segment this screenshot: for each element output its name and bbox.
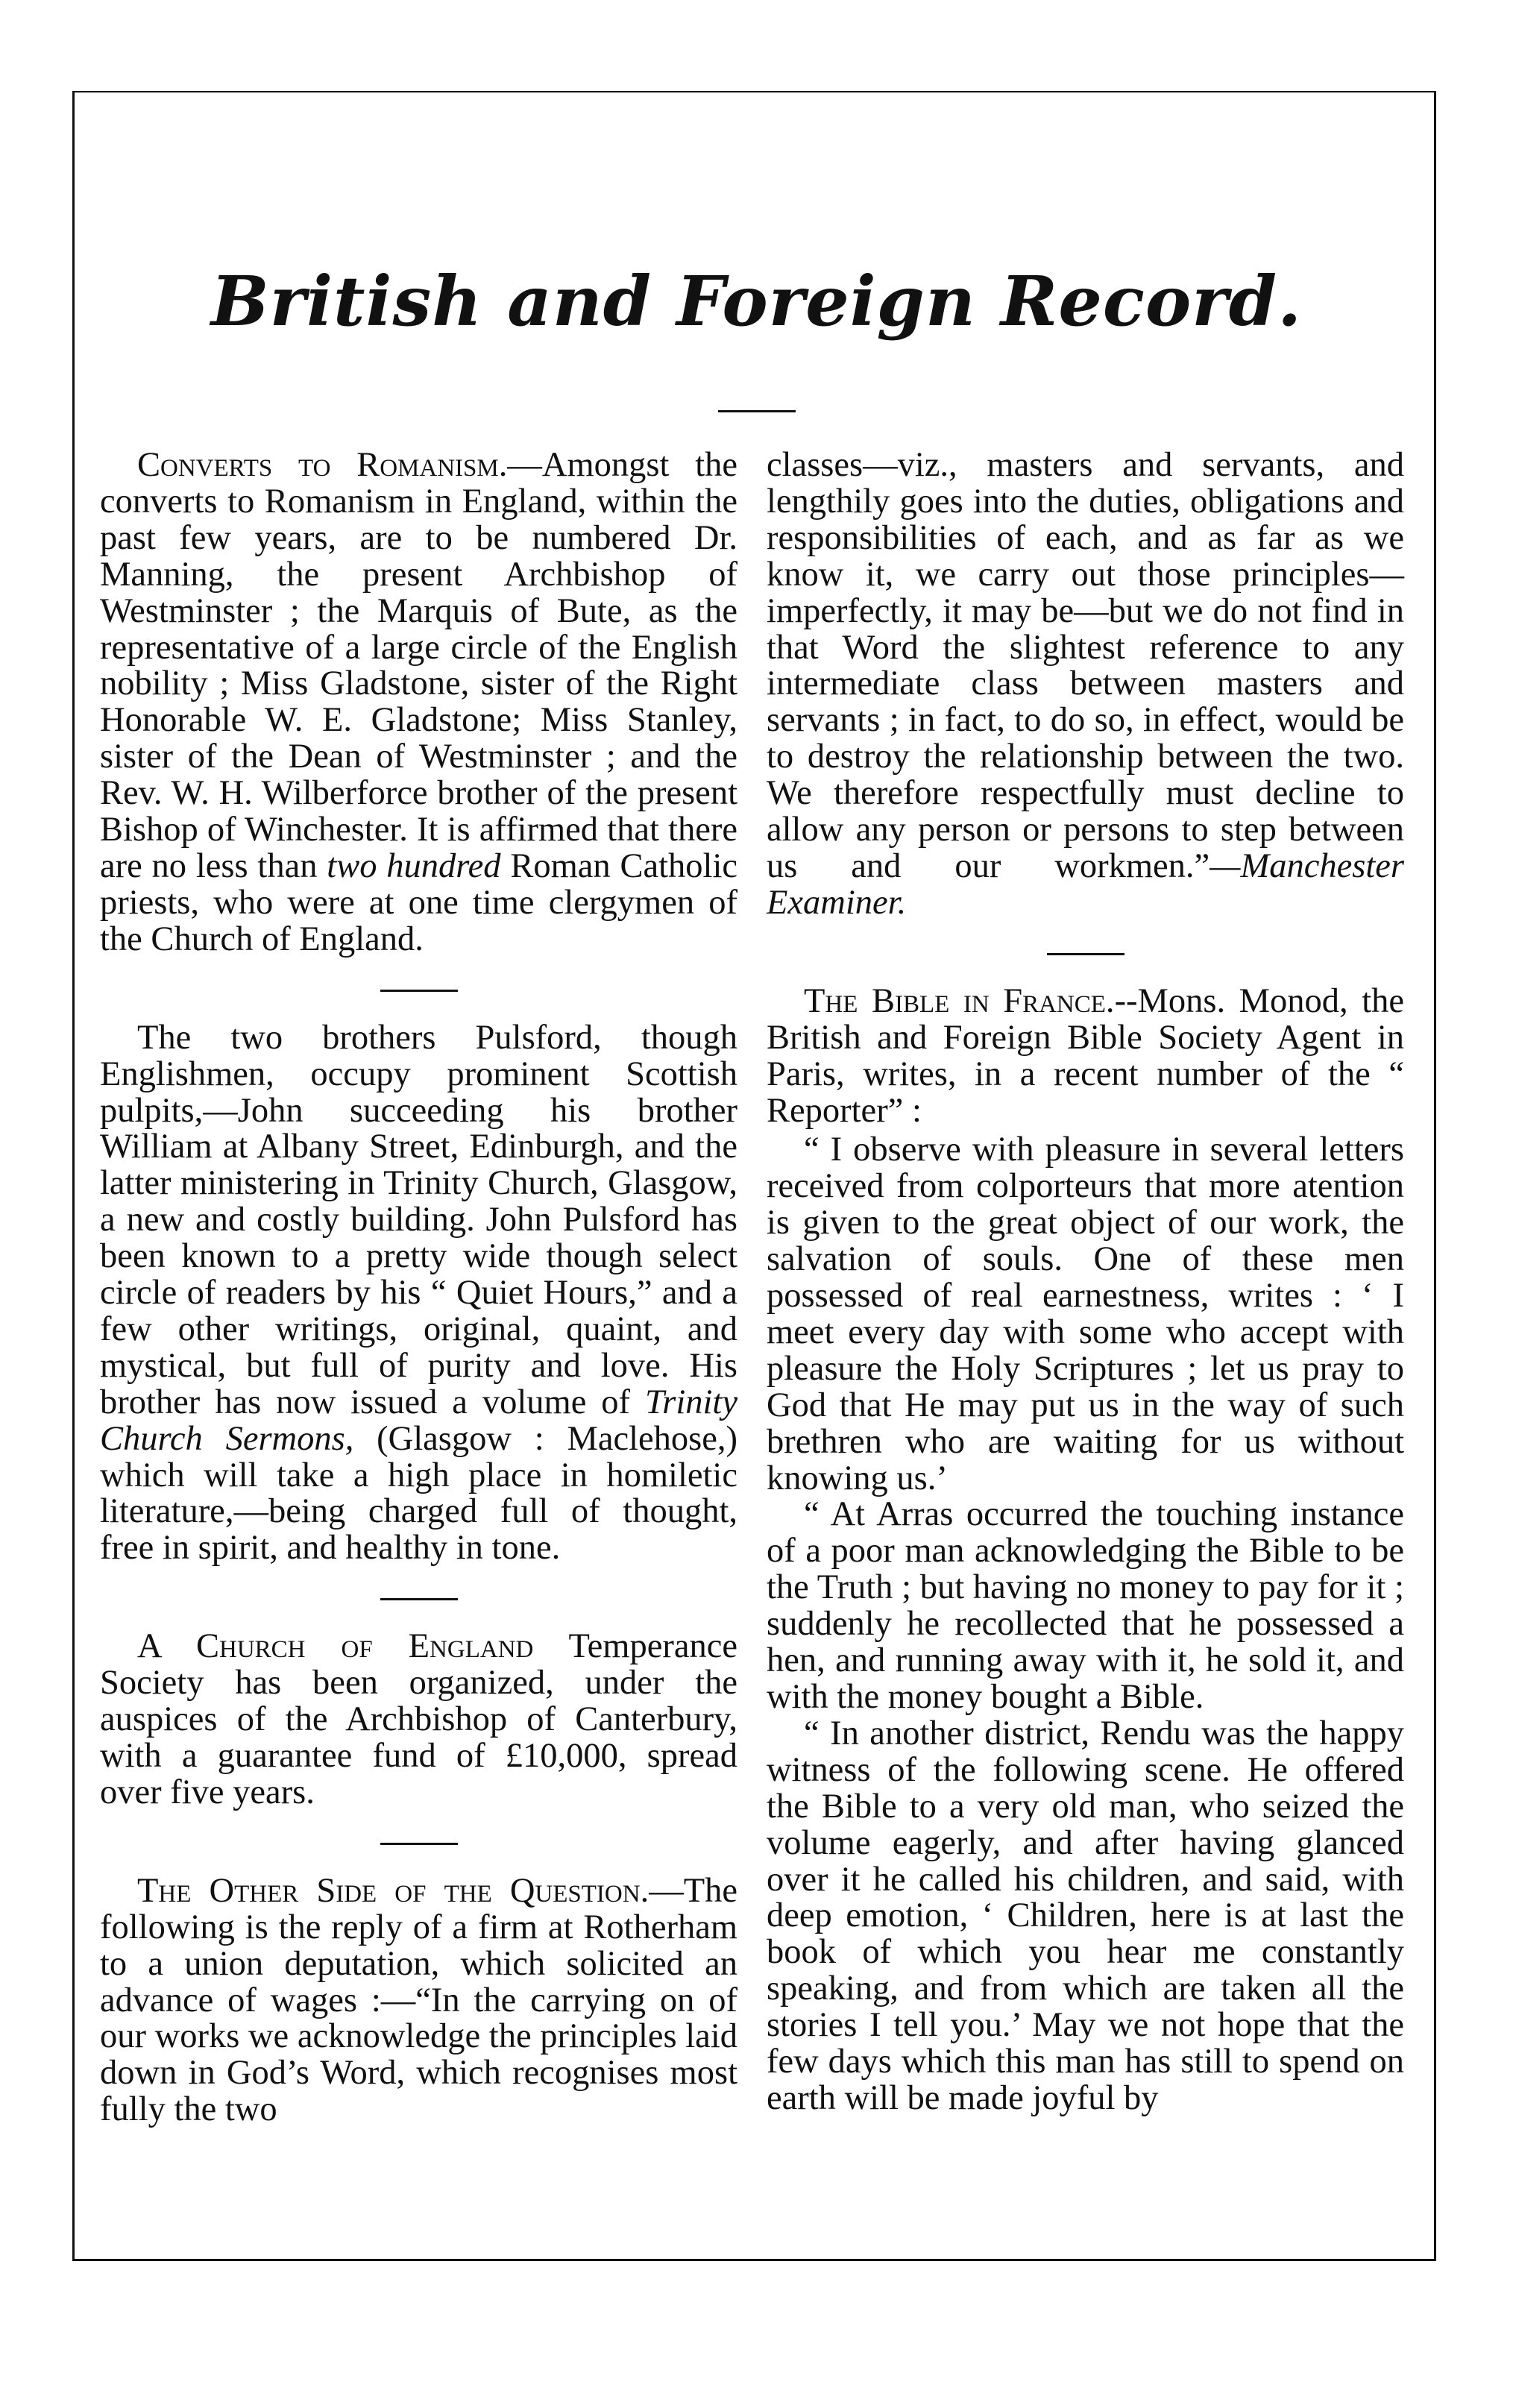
article-converts-to-romanism — [100, 447, 737, 958]
article-source: —Manchester Examiner. — [767, 846, 1404, 922]
left-column — [100, 447, 737, 2128]
article-text: Temperance Society has been organized, under the auspices of the Archbishop of Canterbury, with a guarantee fund of £10,000, spread over five years. — [100, 1627, 737, 1811]
article-pulsford-brothers — [100, 1020, 737, 1568]
quote-paragraph: “ I observe with pleasure in several letters received from colporteurs that more atention is given to the great object of our work, the salvation of souls. One of these men possessed of real earnestness, writes : ‘ I meet every day with some who accept with pleasure the Holy Scriptures ; let us pray to God that He may put us in the way of such brethren who are waiting for us without knowing us.’ — [767, 1131, 1404, 1497]
article-text: --Mons. Monod, the British and Foreign Bible Society Agent in Paris, writes, in a recent number of the “ Reporter” : — [767, 981, 1404, 1130]
emphasis-text: two hundred — [327, 846, 501, 885]
article-other-side-of-question — [100, 1873, 737, 2128]
title-divider — [718, 410, 796, 412]
article-text: classes—viz., masters and servants, and lengthily goes into the duties, obligations and responsibilities of each, and as far as we know it, we carry out those principles—imperfectly, it may be—but we do not find in that Word the slightest reference to any intermediate class between masters and servants ; in fact, to do so, in effect, would be to destroy the relationship between the two. We therefore respectfully must decline to allow any person or persons to step between us and our workmen.” — [767, 446, 1404, 885]
article-heading: The Other Side of the Question. — [137, 1871, 649, 1910]
article-text: —Amongst the converts to Romanism in England, within the past few years, are to be numbered Dr. Manning, the present Archbishop of Westminster ; the Marquis of Bute, as the representative of a large circle of the English nobility ; Miss Gladstone, sister of the Right Honorable W. E. Gladstone; Miss Stanley, sister of the Dean of Westminster ; and the Rev. W. H. Wilberforce brother of the present Bishop of Winchester. It is affirmed that there are no less than — [100, 446, 738, 885]
article-text: Roman Catholic priests, who were at one time clergymen of the Church of England. — [100, 846, 738, 958]
section-divider — [380, 1843, 458, 1845]
article-text: The two brothers Pulsford, though Englishmen, occupy prominent Scottish pulpits,—John succeeding his brother William at Albany Street, Edinburgh, and the latter ministering in Trinity Church, Glasgow, a new and costly building. John Pulsford has been known to a pretty wide though select circle of readers by his “ Quiet Hours,” and a few other writings, original, quaint, and mystical, but full of purity and love. His brother has now issued a volume of — [100, 1018, 737, 1421]
section-divider — [380, 1598, 458, 1600]
emphasis-text: Trinity Church Sermons, — [100, 1383, 737, 1458]
article-text: —The following is the reply of a firm at Rotherham to a union deputation, which solicited an advance of wages :—“In the carrying on of our works we acknowledge the principles laid down in God’s Word, which recognises most fully the two — [100, 1871, 737, 2129]
article-lead: A — [137, 1627, 161, 1666]
article-bible-in-france — [767, 981, 1404, 1130]
article-text: (Glasgow : Maclehose,) which will take a high place in homiletic literature,—being charged full of thought, free in spirit, and healthy in tone. — [100, 1419, 737, 1568]
right-column — [767, 447, 1404, 2117]
page-title: British and Foreign Record. — [210, 261, 1303, 342]
article-temperance-society — [100, 1629, 737, 1811]
article-heading: The Bible in France. — [804, 981, 1115, 1020]
quote-paragraph: “ At Arras occurred the touching instance of a poor man acknowledging the Bible to be the Truth ; but having no money to pay for it ; suddenly he recollected that he possessed a hen, and running away with it, he sold it, and with the money bought a Bible. — [767, 1495, 1404, 1716]
quote-paragraph: “ In another district, Rendu was the happy witness of the following scene. He offered the Bible to a very old man, who seized the volume eagerly, and after having glanced over it he called his children, and said, with deep emotion, ‘ Children, here is at last the book of which you hear me constantly speaking, and from which are taken all the stories I tell you.’ May we not hope that the few days which this man has still to spend on earth will be made joyful by — [767, 1714, 1404, 2117]
article-heading: Church of England — [195, 1627, 534, 1666]
article-heading: Converts to Romanism. — [137, 446, 508, 484]
section-divider — [1047, 953, 1124, 955]
section-divider — [380, 990, 458, 992]
article-continuation — [767, 447, 1404, 922]
